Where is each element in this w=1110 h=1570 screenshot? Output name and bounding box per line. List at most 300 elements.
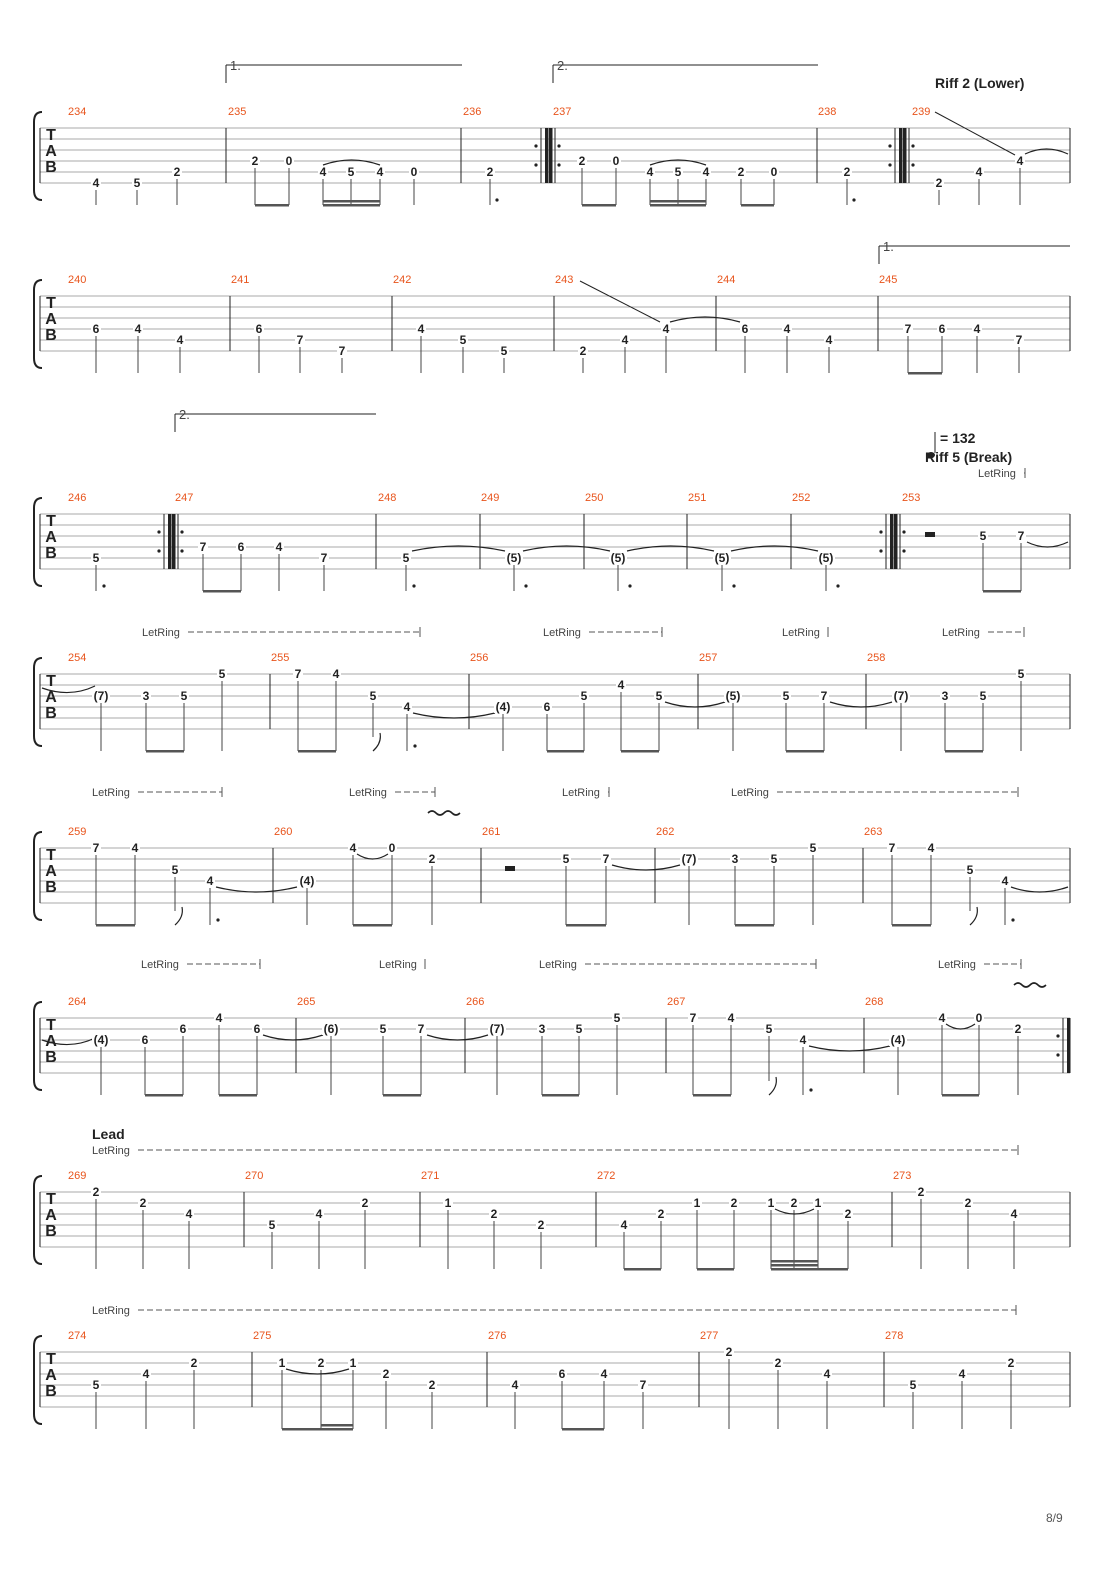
measure-number: 266 [466,996,485,1008]
fret-number: 4 [823,1367,831,1381]
beam [908,372,942,375]
lead-label: Lead [92,1126,125,1142]
fret-number: 0 [388,841,396,855]
beam [353,924,392,927]
vibrato-wave [1014,983,1046,987]
fret-number: 2 [964,1196,972,1210]
dot [102,584,105,587]
fret-number: (7) [93,689,109,703]
beam [771,1260,818,1263]
beam [771,1268,818,1271]
fret-number: 5 [674,165,682,179]
let-ring-label: LetRing [731,787,769,799]
measure-number: 235 [228,106,247,118]
repeat-end-thick [1067,1018,1071,1073]
fret-number: 5 [655,689,663,703]
system-bracket [34,1336,42,1424]
fret-number: 1 [444,1196,452,1210]
measure-number: 245 [879,274,898,286]
let-ring-label: LetRing [142,627,180,639]
fret-number: 4 [975,165,983,179]
measure-number: 251 [688,492,707,504]
tab-clef-letter: T [46,295,56,312]
fret-number: 2 [790,1196,798,1210]
beam [323,204,380,207]
beam [693,1094,731,1097]
fret-number: 6 [237,540,245,554]
fret-number: 2 [382,1367,390,1381]
fret-number: 3 [941,689,949,703]
repeat-start-thick [549,128,553,183]
measure-number: 274 [68,1330,87,1342]
measure-number: 257 [699,652,718,664]
dot [216,918,219,921]
let-ring-label: LetRing [92,1145,130,1157]
fret-number: 1 [349,1356,357,1370]
fret-number: 5 [133,176,141,190]
repeat-dot [879,549,882,552]
tab-clef-letter: A [45,143,57,160]
volta-1-label: 1. [883,239,894,254]
fret-number: 5 [613,1011,621,1025]
tab-clef-letter: A [45,529,57,546]
fret-number: 7 [294,667,302,681]
fret-number: 4 [319,165,327,179]
fret-number: 4 [1016,154,1024,168]
note-flag [175,907,182,925]
fret-number: (4) [495,700,511,714]
fret-number: 2 [579,344,587,358]
repeat-dot [911,163,914,166]
fret-number: 5 [92,551,100,565]
beam [582,204,616,207]
fret-number: 6 [255,322,263,336]
beam [566,924,606,927]
fret-number: 2 [92,1185,100,1199]
fret-number: 2 [361,1196,369,1210]
fret-number: 2 [578,154,586,168]
tab-clef-letter: T [46,513,56,530]
fret-number: 5 [809,841,817,855]
tab-clef-letter: T [46,1017,56,1034]
beam [203,590,241,593]
fret-number: 0 [975,1011,983,1025]
tie [216,887,297,892]
beam [298,750,336,753]
fret-number: 4 [783,322,791,336]
measure-number: 272 [597,1170,616,1182]
measure-number: 256 [470,652,489,664]
measure-number: 248 [378,492,397,504]
system-bracket [34,280,42,368]
fret-number: 6 [938,322,946,336]
fret-number: 4 [185,1207,193,1221]
system-bracket [34,832,42,920]
fret-number: (7) [893,689,909,703]
fret-number: 6 [543,700,551,714]
let-ring-label: LetRing [379,959,417,971]
tab-clef-letter: T [46,127,56,144]
repeat-dot [911,144,914,147]
fret-number: 2 [251,154,259,168]
fret-number: 1 [278,1356,286,1370]
fret-number: 7 [199,540,207,554]
measure-number: 258 [867,652,886,664]
repeat-dot [180,549,183,552]
beam [650,204,706,207]
fret-number: 4 [600,1367,608,1381]
measure-number: 277 [700,1330,719,1342]
measure-number: 263 [864,826,883,838]
riff5-label: Riff 5 (Break) [925,449,1013,465]
fret-number: 2 [843,165,851,179]
fret-number: 4 [617,678,625,692]
fret-number: 0 [285,154,293,168]
system-bracket [34,1176,42,1264]
half-rest [925,532,935,537]
tie [830,702,892,707]
fret-number: 5 [180,689,188,703]
measure-number: 254 [68,652,87,664]
repeat-dot [879,530,882,533]
fret-number: 0 [770,165,778,179]
system-bracket [34,112,42,200]
fret-number: 5 [765,1022,773,1036]
fret-number: 6 [253,1022,261,1036]
beam [621,750,659,753]
repeat-end-thick [168,514,172,569]
fret-number: 5 [562,852,570,866]
tab-clef-letter: B [45,327,57,344]
note-flag [373,733,380,751]
repeat-dot [557,144,560,147]
fret-number: 4 [176,333,184,347]
dot [495,198,498,201]
tab-clef-letter: T [46,1191,56,1208]
fret-number: 1 [767,1196,775,1210]
fret-number: 2 [730,1196,738,1210]
fret-number: (6) [323,1022,339,1036]
tab-clef-letter: T [46,847,56,864]
fret-number: 4 [131,841,139,855]
fret-number: 4 [973,322,981,336]
tab-clef-letter: T [46,1351,56,1368]
fret-number: 2 [774,1356,782,1370]
fret-number: 4 [1010,1207,1018,1221]
fret-number: 6 [179,1022,187,1036]
page-number: 8/9 [1046,1511,1063,1525]
fret-number: 3 [731,852,739,866]
beam [650,200,706,203]
slide-line [935,112,1015,155]
let-ring-label: LetRing [92,787,130,799]
tab-clef-letter: B [45,159,57,176]
repeat-dot [157,549,160,552]
tab-clef-letter: B [45,1049,57,1066]
fret-number: 4 [662,322,670,336]
measure-number: 276 [488,1330,507,1342]
measure-number: 278 [885,1330,904,1342]
measure-number: 268 [865,996,884,1008]
fret-number: 4 [727,1011,735,1025]
measure-number: 236 [463,106,482,118]
fret-number: 2 [139,1196,147,1210]
tie [809,1046,890,1051]
fret-number: 2 [657,1207,665,1221]
fret-number: 7 [689,1011,697,1025]
fret-number: 5 [1017,667,1025,681]
measure-number: 260 [274,826,293,838]
beam [983,590,1021,593]
riff2-label: Riff 2 (Lower) [935,75,1025,91]
fret-number: 5 [459,333,467,347]
fret-number: 1 [814,1196,822,1210]
fret-number: (5) [725,689,741,703]
fret-number: 4 [621,333,629,347]
fret-number: 4 [376,165,384,179]
repeat-end-thick [890,514,894,569]
dot [524,584,527,587]
volta-1-label: 1. [230,58,241,73]
fret-number: 4 [1001,874,1009,888]
beam [945,750,983,753]
fret-number: 2 [537,1218,545,1232]
fret-number: 7 [1017,529,1025,543]
fret-number: 6 [92,322,100,336]
fret-number: (5) [818,551,834,565]
fret-number: 5 [909,1378,917,1392]
tab-clef-letter: B [45,1223,57,1240]
fret-number: 4 [142,1367,150,1381]
beam [942,1094,979,1097]
beam [321,1424,353,1427]
dot [852,198,855,201]
fret-number: 5 [500,344,508,358]
fret-number: 2 [428,1378,436,1392]
volta-2-label: 2. [557,58,568,73]
measure-number: 240 [68,274,87,286]
repeat-end-thick [545,128,549,183]
tab-clef-letter: B [45,1383,57,1400]
tab-clef-letter: A [45,1033,57,1050]
measure-number: 244 [717,274,736,286]
fret-number: 0 [410,165,418,179]
system-bracket [34,1002,42,1090]
tab-clef-letter: A [45,311,57,328]
tab-clef-letter: A [45,1207,57,1224]
dot [412,584,415,587]
measure-number: 246 [68,492,87,504]
fret-number: 5 [347,165,355,179]
beam [145,1094,183,1097]
let-ring-label: LetRing [141,959,179,971]
fret-number: 4 [206,874,214,888]
fret-number: 5 [575,1022,583,1036]
note-flag [970,907,977,925]
measure-number: 242 [393,274,412,286]
fret-number: 6 [141,1033,149,1047]
repeat-start-thick [903,128,907,183]
fret-number: 7 [820,689,828,703]
beam [219,1094,257,1097]
fret-number: 4 [938,1011,946,1025]
fret-number: (7) [681,852,697,866]
fret-number: 5 [979,529,987,543]
fret-number: 7 [417,1022,425,1036]
repeat-dot [534,163,537,166]
fret-number: 2 [737,165,745,179]
measure-number: 267 [667,996,686,1008]
dot [836,584,839,587]
fret-number: 3 [538,1022,546,1036]
system-bracket [34,498,42,586]
fret-number: 2 [190,1356,198,1370]
repeat-end-thick [899,128,903,183]
repeat-dot [157,530,160,533]
fret-number: 7 [1015,333,1023,347]
fret-number: 2 [173,165,181,179]
fret-number: 4 [332,667,340,681]
let-ring-label: LetRing [539,959,577,971]
measure-number: 259 [68,826,87,838]
repeat-dot [888,163,891,166]
fret-number: 7 [888,841,896,855]
let-ring-label: LetRing [782,627,820,639]
beam [697,1268,734,1271]
measure-number: 262 [656,826,675,838]
tie [946,1024,975,1029]
fret-number: 2 [1014,1022,1022,1036]
vibrato-wave [428,811,460,815]
fret-number: 4 [927,841,935,855]
fret-number: 5 [369,689,377,703]
measure-number: 270 [245,1170,264,1182]
fret-number: 4 [799,1033,807,1047]
fret-number: 5 [218,667,226,681]
fret-number: 7 [338,344,346,358]
fret-number: (4) [93,1033,109,1047]
tie [427,1035,488,1040]
let-ring-label: LetRing [938,959,976,971]
repeat-start-thick [172,514,176,569]
measure-number: 241 [231,274,250,286]
repeat-start-thick [894,514,898,569]
measure-number: 269 [68,1170,87,1182]
beam [786,750,824,753]
fret-number: 7 [602,852,610,866]
beam [146,750,184,753]
measure-number: 265 [297,996,316,1008]
beam [562,1428,604,1431]
fret-number: (4) [890,1033,906,1047]
repeat-dot [1056,1034,1059,1037]
fret-number: 4 [215,1011,223,1025]
tie [413,713,495,718]
measure-number: 238 [818,106,837,118]
beam [383,1094,421,1097]
tab-clef-letter: A [45,1367,57,1384]
measure-number: 250 [585,492,604,504]
tie [1027,542,1068,547]
let-ring-label: LetRing [942,627,980,639]
fret-number: 5 [268,1218,276,1232]
dot [809,1088,812,1091]
repeat-dot [902,530,905,533]
fret-number: 5 [379,1022,387,1036]
fret-number: 5 [770,852,778,866]
beam [741,204,774,207]
fret-number: 2 [1007,1356,1015,1370]
fret-number: 4 [511,1378,519,1392]
tab-clef-letter: T [46,673,56,690]
fret-number: 4 [403,700,411,714]
fret-number: 4 [825,333,833,347]
repeat-dot [557,163,560,166]
measure-number: 239 [912,106,931,118]
repeat-dot [1056,1053,1059,1056]
dot [1011,918,1014,921]
beam [96,924,135,927]
system-bracket [34,658,42,746]
tab-clef-letter: A [45,863,57,880]
fret-number: 4 [620,1218,628,1232]
measure-number: 264 [68,996,87,1008]
fret-number: 4 [417,322,425,336]
fret-number: 6 [558,1367,566,1381]
fret-number: (5) [506,551,522,565]
fret-number: 2 [428,852,436,866]
measure-number: 247 [175,492,194,504]
tab-clef-letter: B [45,705,57,722]
fret-number: 6 [741,322,749,336]
beam [547,750,584,753]
fret-number: 7 [904,322,912,336]
fret-number: 1 [693,1196,701,1210]
measure-number: 237 [553,106,572,118]
tie [263,1035,323,1040]
measure-number: 255 [271,652,290,664]
fret-number: 5 [402,551,410,565]
let-ring-label: LetRing [978,468,1016,480]
beam [323,200,380,203]
tie [1011,887,1068,892]
repeat-dot [888,144,891,147]
beam [255,204,289,207]
fret-number: 4 [92,176,100,190]
measure-number: 253 [902,492,921,504]
fret-number: 7 [92,841,100,855]
fret-number: 7 [639,1378,647,1392]
tie [612,865,680,870]
slide-line [580,281,660,322]
fret-number: 4 [349,841,357,855]
fret-number: (5) [610,551,626,565]
fret-number: 4 [702,165,710,179]
dot [628,584,631,587]
fret-number: 5 [171,863,179,877]
half-rest [505,866,515,871]
measure-number: 271 [421,1170,440,1182]
tie [357,854,388,859]
measure-number: 234 [68,106,87,118]
fret-number: 0 [612,154,620,168]
fret-number: 2 [917,1185,925,1199]
repeat-dot [902,549,905,552]
measure-number: 243 [555,274,574,286]
fret-number: 4 [315,1207,323,1221]
let-ring-label: LetRing [349,787,387,799]
let-ring-label: LetRing [92,1305,130,1317]
